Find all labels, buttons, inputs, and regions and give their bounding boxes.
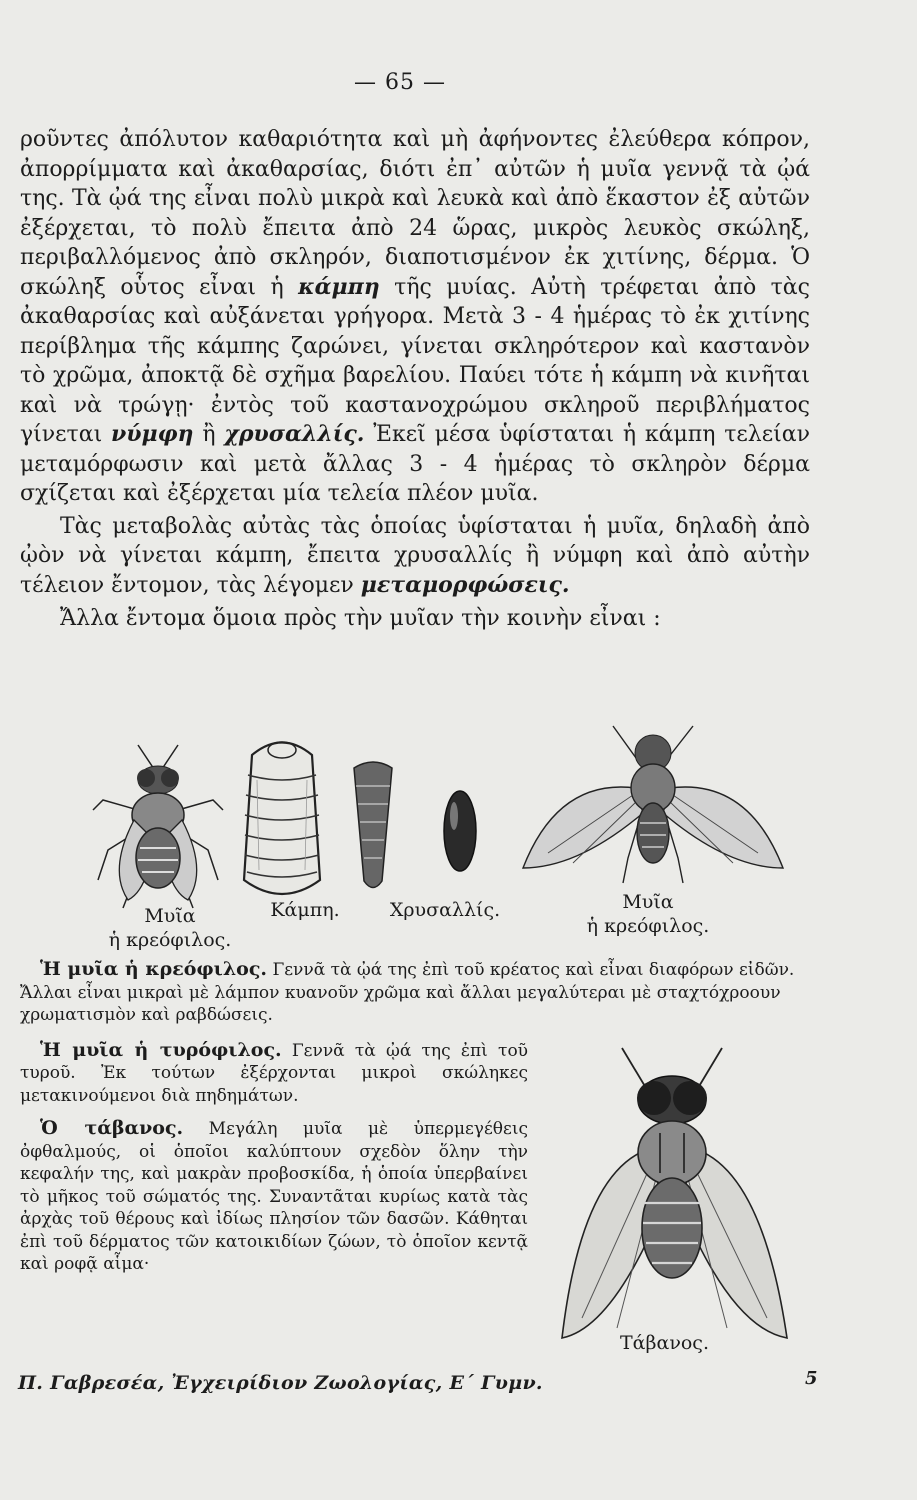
signature-mark: 5 (805, 1368, 818, 1389)
text-run: Ἐκεῖ μέσα ὑφίσταται ἡ κάμπη τελείαν μεταμόρφωσιν καὶ μετὰ ἄλλας 3 - 4 ἡμέρας τὸ σκληρὸν δέρμα σχίζεται καὶ ἐξέρχεται μία τελεία πλέον μυῖα. (20, 422, 810, 506)
entry-title: Ἡ μυῖα ἡ κρεόφιλος. (40, 958, 268, 980)
caption-line: Μυῖα (144, 905, 196, 927)
caption-line: ἡ κρεόφιλος. (108, 929, 232, 951)
term-chrysallis: χρυσαλλίς. (224, 421, 365, 447)
entry-tabanos (20, 1117, 528, 1276)
text-run: ἢ (202, 422, 216, 447)
caption-line: ἡ κρεόφιλος. (586, 915, 710, 937)
illustration-row (70, 718, 810, 951)
paragraph-intro-list: Ἄλλα ἔντομα ὅμοια πρὸς τὴν μυῖαν τὴν κοινὴν εἶναι : (60, 606, 661, 631)
term-kampi: κάμπη (298, 273, 380, 300)
fly-illustration (88, 740, 228, 910)
text-run: Τὰς μεταβολὰς αὐτὰς τὰς ὁποίας ὑφίσταται ἡ μυῖα, δηλαδὴ ἀπὸ ᾠὸν νὰ γίνεται κάμπη, ἔπειτα χρυσαλλίς ἢ νύμφη καὶ ἀπὸ αὐτὴν τέλειον ἔντομον, τὰς λέγομεν (20, 513, 810, 598)
entry-text: Μεγάλη μυῖα μὲ ὑπερμεγέθεις ὀφθαλμούς, οἱ ὁποῖοι καλύπτουν σχεδὸν ὅλην τὴν κεφαλήν της, καὶ μακρὰν προβοσκίδα, ἡ ὁποία ὑπερβαίνει τὸ μῆκος τοῦ σώματός της. Συναντᾶται κυρίως κατὰ τὰς ἀρχὰς τοῦ θέρους καὶ ἰδίως πλησίον τῶν δασῶν. Κάθηται ἐπὶ τοῦ δέρματος τῶν κατοικιδίων ζώων, τὸ ὁποῖον κεντᾷ καὶ ροφᾷ αἷμα· (20, 1119, 529, 1274)
text-run: τῆς μυίας. Αὐτὴ τρέφεται ἀπὸ τὰς ἀκαθαρσίας καὶ αὐξάνεται γρήγορα. Μετὰ 3 - 4 ἡμέρας τὸ ἐκ χιτίνης περίβλημα τῆς κάμπης ζαρώνει, γίνεται σκληρότερον καὶ καστανὸν τὸ χρῶμα, ἀποκτᾷ δὲ σχῆμα βαρελίου. Παύει τότε ἡ κάμπη νὰ κινῆται καὶ νὰ τρώγῃ· ἐντὸς τοῦ καστανοχρώμου σκληροῦ περιβλήματος γίνεται (20, 274, 810, 447)
pupa-illustration (440, 786, 480, 876)
entry-tyrofilos (20, 1039, 528, 1108)
horsefly-illustration (542, 1038, 812, 1348)
paragraph-metamorphosis (20, 125, 810, 509)
book-footer: Π. Γαβρεσέα, Ἐγχειρίδιον Ζωολογίας, Ε΄ Γυμν. (18, 1372, 543, 1394)
caption-horsefly: Τάβανος. (620, 1332, 709, 1354)
text-run: ροῦντες ἀπόλυτον καθαριότητα καὶ μὴ ἀφήνοντες ἐλεύθερα κόπρον, ἀπορρίμματα καὶ ἀκαθαρσίας, διότι ἐπ᾽ αὐτῶν ἡ μυῖα γεννᾷ τὰ ᾠά της. Τὰ ᾠά της εἶναι πολὺ μικρὰ καὶ λευκὰ καὶ ἀπὸ ἕκαστον ἐξ αὐτῶν ἐξέρχεται, τὸ πολὺ ἔπειτα ἀπὸ 24 ὥρας, μικρὸς λευκὸς σκώληξ, περιβαλλόμενος ἀπὸ σκληρόν, διαποτισμένον ἐκ χιτίνης, δέρμα. Ὁ σκώληξ οὗτος εἶναι ἡ (20, 127, 810, 300)
paragraph-definition (20, 512, 810, 601)
larva-illustration (232, 730, 332, 910)
caption-fly-2 (548, 890, 748, 938)
term-metamorfoseis: μεταμορφώσεις. (360, 571, 570, 598)
entry-text: Γεννᾶ τὰ ᾠά της ἐπὶ τοῦ τυροῦ. Ἐκ τούτων ἐξέρχονται μικροὶ σκώληκες μετακινούμενοι διὰ πηδημάτων. (20, 1040, 529, 1106)
caption-fly-1 (90, 904, 250, 952)
entry-text: Γεννᾶ τὰ ᾠά της ἐπὶ τοῦ κρέατος καὶ εἶναι διαφόρων εἰδῶν. Ἄλλαι εἶναι μικραὶ μὲ λάμπον κυανοῦν χρῶμα καὶ ἄλλαι μεγαλύτεραι μὲ σταχτόχροουν χρωματισμὸν καὶ ραβδώσεις. (20, 960, 795, 1025)
entry-kreofilos (20, 958, 815, 1027)
fly-spread-illustration (518, 718, 788, 898)
entry-title: Ἡ μυῖα ἡ τυρόφιλος. (40, 1038, 282, 1061)
page-number: — 65 — (354, 70, 446, 95)
caption-larva: Κάμπη. (270, 899, 340, 921)
caption-line: Μυῖα (622, 891, 674, 913)
small-larva-illustration (348, 756, 398, 896)
caption-pupa: Χρυσαλλίς. (389, 899, 501, 921)
main-text (20, 125, 810, 634)
entry-title: Ὁ τάβανος. (40, 1117, 184, 1139)
term-nymfi: νύμφη (111, 421, 194, 447)
